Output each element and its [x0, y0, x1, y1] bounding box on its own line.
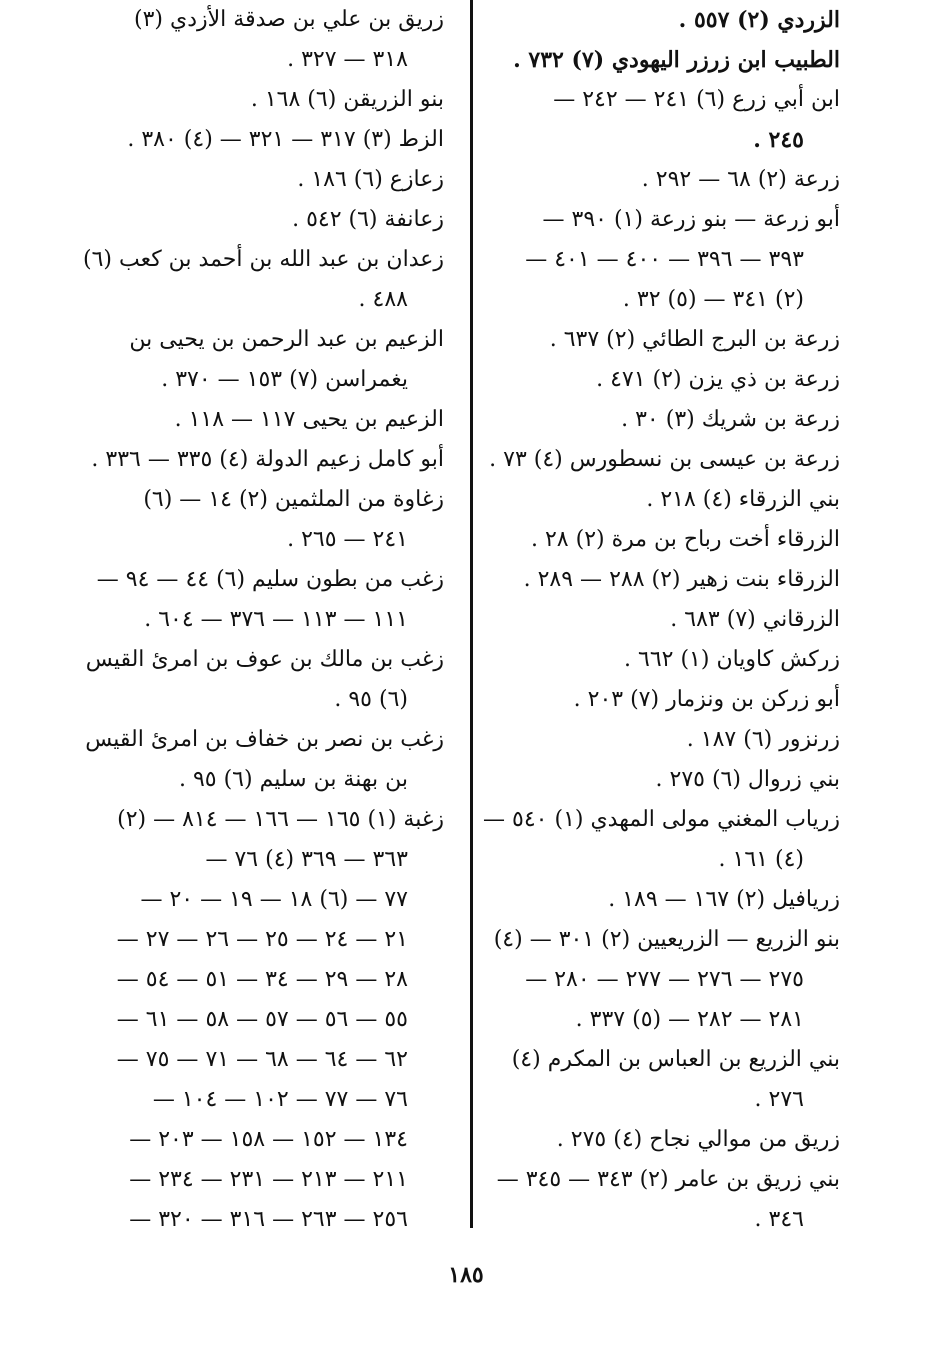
index-entry: زغب بن نصر بن خفاف بن امرئ القيس — [85, 727, 444, 752]
index-entry: الزط (٣) ٣١٧ — ٣٢١ — (٤) ٣٨٠ . — [127, 127, 444, 152]
index-entry-continuation: ٢٤١ — ٢٦٥ . — [287, 527, 408, 552]
index-entry-continuation: (٤) ١٦١ . — [718, 847, 804, 872]
index-entry-continuation: بن بهنة بن سليم (٦) ٩٥ . — [178, 767, 408, 792]
index-entry: أبو زرعة — بنو زرعة (١) ٣٩٠ — — [542, 207, 840, 232]
index-entry: زرعة بن ذي يزن (٢) ٤٧١ . — [596, 367, 840, 392]
index-entry-continuation: ٧٧ — (٦) ١٨ — ١٩ — ٢٠ — — [140, 887, 408, 912]
index-entry: الزرقاء بنت زهير (٢) ٢٨٨ — ٢٨٩ . — [523, 567, 840, 592]
index-entry-continuation: ٧٦ — ٧٧ — ١٠٢ — ١٠٤ — — [152, 1087, 408, 1112]
index-entry-continuation: ١١١ — ١١٣ — ٣٧٦ — ٦٠٤ . — [144, 607, 408, 632]
index-entry: زرياب المغني مولى المهدي (١) ٥٤٠ — — [483, 807, 840, 832]
index-entry: أبو زركن بن ونزمار (٧) ٢٠٣ . — [573, 687, 840, 712]
index-entry: بني زروال (٦) ٢٧٥ . — [655, 767, 840, 792]
index-entry: زعانفة (٦) ٥٤٢ . — [292, 207, 444, 232]
index-entry: زغب بن مالك بن عوف بن امرئ القيس — [85, 647, 444, 672]
index-entry: الزردي (٢) ٥٥٧ . — [678, 7, 840, 33]
index-entry-continuation: ٢٧٥ — ٢٧٦ — ٢٧٧ — ٢٨٠ — — [525, 967, 804, 992]
index-entry: زغبة (١) ١٦٥ — ١٦٦ — ٨١٤ — (٢) — [117, 807, 444, 832]
index-entry: ابن أبي زرع (٦) ٢٤١ — ٢٤٢ — — [553, 87, 840, 112]
index-entry-continuation: ٢٨ — ٢٩ — ٣٤ — ٥١ — ٥٤ — — [116, 967, 408, 992]
index-entry: زعازع (٦) ١٨٦ . — [297, 167, 444, 192]
index-entry-continuation: ٢١ — ٢٤ — ٢٥ — ٢٦ — ٢٧ — — [116, 927, 408, 952]
index-entry-continuation: ٣٦٣ — ٣٦٩ (٤) ٧٦ — — [205, 847, 408, 872]
index-entry: زريافيل (٢) ١٦٧ — ١٨٩ . — [608, 887, 840, 912]
index-entry: الزرقاني (٧) ٦٨٣ . — [670, 607, 840, 632]
index-entry: زرعة (٢) ٦٨ — ٢٩٢ . — [641, 167, 840, 192]
index-entry-continuation: ٦٢ — ٦٤ — ٦٨ — ٧١ — ٧٥ — — [116, 1047, 408, 1072]
index-entry-continuation: ٢٤٥ . — [753, 127, 804, 153]
index-entry-continuation: ٢١١ — ٢١٣ — ٢٣١ — ٢٣٤ — — [129, 1167, 408, 1192]
index-entry: زعدان بن عبد الله بن أحمد بن كعب (٦) — [82, 247, 444, 272]
index-entry: زرعة بن شريك (٣) ٣٠ . — [621, 407, 840, 432]
index-entry: زغاوة من الملثمين (٢) ١٤ — (٦) — [143, 487, 444, 512]
index-entry: الزرقاء أخت رباح بن مرة (٢) ٢٨ . — [530, 527, 840, 552]
index-entry-continuation: ٣٩٣ — ٣٩٦ — ٤٠٠ — ٤٠١ — — [525, 247, 804, 272]
index-entry: بنو الزريع — الزريعيين (٢) ٣٠١ — (٤) — [493, 927, 840, 952]
index-entry-continuation: ٣٤٦ . — [754, 1207, 804, 1232]
index-entry: زرعة بن البرج الطائي (٢) ٦٣٧ . — [549, 327, 840, 352]
index-entry: بنو الزريقن (٦) ١٦٨ . — [250, 87, 444, 112]
right-column — [483, 0, 840, 1240]
index-entry-continuation: ٤٨٨ . — [358, 287, 408, 312]
index-entry: بني الزريع بن العباس بن المكرم (٤) — [511, 1047, 840, 1072]
index-entry: زركش كاويان (١) ٦٦٢ . — [624, 647, 840, 672]
index-entry-continuation: (٦) ٩٥ . — [334, 687, 408, 712]
index-entry-continuation: ٣١٨ — ٣٢٧ . — [287, 47, 408, 72]
index-entry: أبو كامل زعيم الدولة (٤) ٣٣٥ — ٣٣٦ . — [91, 447, 444, 472]
page-number: ١٨٥ — [448, 1262, 484, 1288]
index-entry-continuation: ٢٥٦ — ٢٦٣ — ٣١٦ — ٣٢٠ — — [129, 1207, 408, 1232]
index-entry-continuation: (٢) ٣٤١ — (٥) ٣٢ . — [622, 287, 804, 312]
index-entry: زريق بن علي بن صدقة الأزدي (٣) — [133, 7, 444, 32]
index-entry: الزعيم بن عبد الرحمن بن يحيى بن — [129, 327, 444, 352]
index-entry: زغب من بطون سليم (٦) ٤٤ — ٩٤ — — [96, 567, 444, 592]
index-entry-continuation: ٢٨١ — ٢٨٢ — (٥) ٣٣٧ . — [575, 1007, 804, 1032]
index-entry: زريق من موالي نجاح (٤) ٢٧٥ . — [556, 1127, 840, 1152]
left-column — [82, 0, 444, 1240]
index-entry-continuation: ٢٧٦ . — [754, 1087, 804, 1112]
index-entry: زرعة بن عيسى بن نسطورس (٤) ٧٣ . — [489, 447, 840, 472]
index-entry: الطبيب ابن زرزر اليهودي (٧) ٧٣٢ . — [513, 47, 840, 73]
index-entry: بني زريق بن عامر (٢) ٣٤٣ — ٣٤٥ — — [496, 1167, 840, 1192]
index-entry: الزعيم بن يحيى ١١٧ — ١١٨ . — [174, 407, 444, 432]
index-entry: زرنزور (٦) ١٨٧ . — [686, 727, 840, 752]
index-entry-continuation: ٥٥ — ٥٦ — ٥٧ — ٥٨ — ٦١ — — [116, 1007, 408, 1032]
column-divider — [470, 0, 473, 1228]
index-entry: بني الزرقاء (٤) ٢١٨ . — [646, 487, 840, 512]
index-entry-continuation: يغمراسن (٧) ١٥٣ — ٣٧٠ . — [161, 367, 408, 392]
index-entry-continuation: ١٣٤ — ١٥٢ — ١٥٨ — ٢٠٣ — — [129, 1127, 408, 1152]
